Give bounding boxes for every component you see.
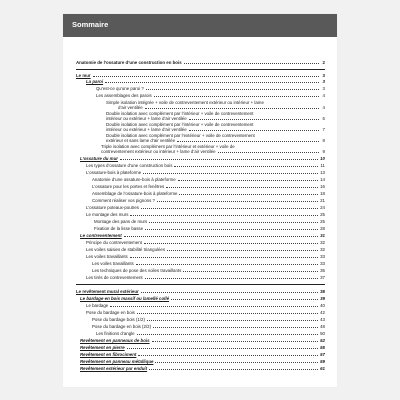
toc-entry-page: 52 <box>320 338 325 343</box>
toc-entry[interactable] <box>76 324 325 329</box>
toc-entry-page: 3 <box>322 79 325 84</box>
dot-leader <box>189 130 319 131</box>
dot-leader <box>154 96 319 97</box>
toc-entry-label: Les voiles travaillants <box>92 261 134 266</box>
toc-entry-label-continued: d’air ventilée <box>118 105 143 110</box>
toc-entry-page: 13 <box>320 170 325 175</box>
dot-leader <box>155 362 318 363</box>
toc-entry-label: Simple isolation intégrée + voile de contreventement extérieur ou intérieur + lame <box>106 100 264 105</box>
toc-entry-label-continued: intérieur ou extérieur + lame d’air ventilée <box>106 127 187 132</box>
toc-entry-label-continued: contreventement extérieur ou intérieur + lame d’air ventilée <box>101 149 216 154</box>
toc-entry-page: 25 <box>320 212 325 217</box>
page-header <box>63 14 337 37</box>
toc-entry-label: Le contreventement <box>80 233 122 238</box>
toc-entry[interactable] <box>76 352 325 357</box>
dot-leader <box>157 201 318 202</box>
toc-entry-page: 43 <box>320 317 325 322</box>
toc-entry-label: Anatomie de l’ossature d’une construction en bois <box>76 60 182 65</box>
toc-entry-label-continued: intérieur ou extérieur + lame d’air ventilée <box>106 116 187 121</box>
toc-entry-page: 11 <box>320 163 325 168</box>
dot-leader <box>146 89 319 90</box>
dot-leader <box>145 278 318 279</box>
toc-entry[interactable] <box>76 73 325 78</box>
toc-entry[interactable] <box>76 275 325 280</box>
toc-entry-label: Pose du bardage en bois <box>86 310 135 315</box>
toc-entry-label: Pose du bardage bois (1/2) <box>92 317 145 322</box>
toc-entry[interactable] <box>76 100 325 110</box>
toc-entry-label: Revêtement extérieur par enduit <box>80 366 148 371</box>
toc-entry[interactable] <box>76 254 325 259</box>
toc-entry-label: Les techniques de pose des voiles travaillants <box>92 268 182 273</box>
dot-leader <box>130 257 318 258</box>
toc-entry-page: 21 <box>320 198 325 203</box>
toc-entry-page: 14 <box>320 177 325 182</box>
toc-entry-page: 50 <box>320 331 325 336</box>
toc-entry-label: L’ossature poteaux-poutres <box>86 205 139 210</box>
toc-entry-page: 3 <box>322 73 325 78</box>
toc-entry-page: 32 <box>320 240 325 245</box>
toc-entry-label: L’ossature pour les portes et fenêtres <box>92 184 165 189</box>
toc-entry[interactable] <box>76 338 325 343</box>
toc-entry[interactable] <box>76 205 325 210</box>
dot-leader <box>144 243 318 244</box>
toc-entry-label: Les types d’ossature d’une construction bois <box>86 163 173 168</box>
dot-leader <box>145 229 318 230</box>
toc-entry[interactable] <box>76 289 325 294</box>
toc-entry-page: 39 <box>320 296 325 301</box>
toc-entry[interactable] <box>76 268 325 273</box>
toc-entry[interactable] <box>76 310 325 315</box>
section-divider <box>76 69 325 70</box>
dot-leader <box>124 236 318 237</box>
dot-leader <box>137 334 319 335</box>
toc-entry-label: Le mur <box>76 73 91 78</box>
dot-leader <box>174 166 318 167</box>
toc-entry-label: Les voiles travaillants <box>86 254 128 259</box>
toc-entry-page: 6 <box>322 116 325 121</box>
toc-entry-page: 38 <box>320 289 325 294</box>
toc-entry[interactable] <box>76 219 325 224</box>
document-page <box>63 14 337 387</box>
toc-entry-page: 2 <box>322 60 325 65</box>
dot-leader <box>120 159 318 160</box>
dot-leader <box>143 173 318 174</box>
toc-entry[interactable] <box>76 191 325 196</box>
toc-entry[interactable] <box>76 317 325 322</box>
toc-entry-page: 33 <box>320 254 325 259</box>
toc-entry-page: 9 <box>322 149 325 154</box>
dot-leader <box>149 222 318 223</box>
toc-entry-label: Le bardage <box>86 303 109 308</box>
toc-entry-page: 35 <box>320 268 325 273</box>
toc-entry-page: 16 <box>320 184 325 189</box>
toc-entry[interactable] <box>76 212 325 217</box>
toc-entry-label: Double isolation avec complément par l’intérieur + voile de contreventement <box>106 122 254 127</box>
toc-entry-label: Les tirés de contreventement <box>86 275 143 280</box>
toc-entry-label: Revêtement en pierre <box>80 345 125 350</box>
toc-entry[interactable] <box>76 345 325 350</box>
toc-entry-page: 18 <box>320 191 325 196</box>
toc-entry[interactable] <box>76 93 325 98</box>
toc-entry[interactable] <box>76 331 325 336</box>
dot-leader <box>136 264 318 265</box>
toc-entry-page: 55 <box>320 345 325 350</box>
toc-entry-label: Montage des pans de murs <box>94 219 148 224</box>
dot-leader <box>177 141 319 142</box>
toc-entry-label: Fixation de la lisse basse <box>94 226 144 231</box>
section-divider <box>76 284 325 285</box>
table-of-contents <box>76 44 325 387</box>
toc-entry[interactable] <box>76 198 325 203</box>
toc-entry-page: 32 <box>320 247 325 252</box>
dot-leader <box>152 341 319 342</box>
toc-entry[interactable] <box>76 156 325 161</box>
dot-leader <box>137 313 318 314</box>
toc-entry[interactable] <box>76 184 325 189</box>
toc-entry-label: Triple isolation avec complément par l’intérieur et extérieur + voile de <box>101 144 235 149</box>
toc-entry-page: 48 <box>320 324 325 329</box>
toc-entry-label: Le montage des murs <box>86 212 129 217</box>
toc-entry-label: Les voiles saisies de stabilité triangulées <box>86 247 166 252</box>
toc-entry-page: 8 <box>322 138 325 143</box>
toc-entry-label: Assemblage de l’ossature-bois à plateforme <box>92 191 178 196</box>
dot-leader <box>147 320 318 321</box>
toc-entry[interactable] <box>76 240 325 245</box>
toc-entry[interactable] <box>76 247 325 252</box>
toc-entry[interactable] <box>76 133 325 143</box>
toc-entry[interactable] <box>76 170 325 175</box>
toc-entry-page: 7 <box>322 127 325 132</box>
toc-entry-label: Pose du bardage en bois (2/2) <box>92 324 152 329</box>
toc-entry-page: 24 <box>320 205 325 210</box>
toc-entry-page: 4 <box>322 105 325 110</box>
toc-entry-page: 31 <box>320 233 325 238</box>
toc-entry-label: Principe du contreventement <box>86 240 142 245</box>
toc-entry[interactable] <box>76 177 325 182</box>
toc-entry[interactable] <box>76 60 325 65</box>
toc-entry-page: 42 <box>320 310 325 315</box>
toc-entry-label: Double isolation avec complément par l’intérieur + voile de contreventement <box>106 111 254 116</box>
toc-entry-page: 4 <box>322 93 325 98</box>
dot-leader <box>130 215 318 216</box>
page-title: Sommaire <box>72 20 109 29</box>
dot-leader <box>178 180 318 181</box>
toc-entry[interactable] <box>76 163 325 168</box>
toc-entry-label: L’ossature du mur <box>80 156 118 161</box>
dot-leader <box>179 194 318 195</box>
toc-entry[interactable] <box>76 359 325 364</box>
toc-entry-page: 25 <box>320 219 325 224</box>
dot-leader <box>145 108 319 109</box>
toc-entry-label: Comment réaliser vos pignons ? <box>92 198 155 203</box>
dot-leader <box>166 187 318 188</box>
dot-leader <box>167 250 318 251</box>
toc-entry[interactable] <box>76 79 325 84</box>
toc-entry-label: Revêtement en panneau métallique <box>80 359 154 364</box>
dot-leader <box>218 152 319 153</box>
toc-entry-page: 28 <box>320 226 325 231</box>
dot-leader <box>171 299 318 300</box>
toc-entry-label: Revêtement en fibrociment <box>80 352 137 357</box>
dot-leader <box>93 76 319 77</box>
dot-leader <box>105 82 319 83</box>
toc-entry-label: Revêtement en panneaux de bois <box>80 338 150 343</box>
toc-entry[interactable] <box>76 366 325 371</box>
toc-entry-page: 40 <box>320 303 325 308</box>
toc-entry[interactable] <box>76 303 325 308</box>
toc-entry-label: Double isolation avec complément par l’extérieur + voile de contreventement <box>106 133 255 138</box>
dot-leader <box>183 271 318 272</box>
toc-entry-page: 33 <box>320 261 325 266</box>
toc-entry[interactable] <box>76 296 325 301</box>
toc-entry[interactable] <box>76 233 325 238</box>
toc-entry-page: 3 <box>322 86 325 91</box>
dot-leader <box>138 355 318 356</box>
toc-entry[interactable] <box>76 111 325 121</box>
toc-entry-page: 10 <box>320 156 325 161</box>
toc-entry-page: 59 <box>320 359 325 364</box>
toc-entry-label: Le revêtement mural extérieur <box>76 289 139 294</box>
toc-entry[interactable] <box>76 261 325 266</box>
toc-entry-label: Le bardage en bois massif ou lamellé collé <box>80 296 170 301</box>
toc-entry-label: Anatomie d’une ossature-bois à plateforme <box>92 177 176 182</box>
dot-leader <box>189 119 319 120</box>
toc-entry-label-continued: extérieur et sans lame d’air ventilée <box>106 138 176 143</box>
dot-leader <box>141 292 318 293</box>
dot-leader <box>153 327 318 328</box>
toc-entry-label: Les assemblages des parois <box>96 93 152 98</box>
toc-entry[interactable] <box>76 226 325 231</box>
toc-entry-page: 61 <box>320 366 325 371</box>
toc-entry-page: 37 <box>320 275 325 280</box>
toc-entry-label: Qu’est-ce qu’une paroi ? <box>96 86 144 91</box>
toc-entry-label: L’ossature-bois à plateforme <box>86 170 142 175</box>
toc-entry[interactable] <box>76 86 325 91</box>
dot-leader <box>127 348 318 349</box>
dot-leader <box>110 306 318 307</box>
dot-leader <box>184 63 319 64</box>
toc-entry[interactable] <box>76 122 325 132</box>
dot-leader <box>149 369 318 370</box>
toc-entry-label: Les finitions d’angle <box>96 331 135 336</box>
toc-entry[interactable] <box>76 144 325 154</box>
dot-leader <box>141 208 318 209</box>
toc-entry-page: 57 <box>320 352 325 357</box>
toc-entry-label: La paroi <box>86 79 104 84</box>
